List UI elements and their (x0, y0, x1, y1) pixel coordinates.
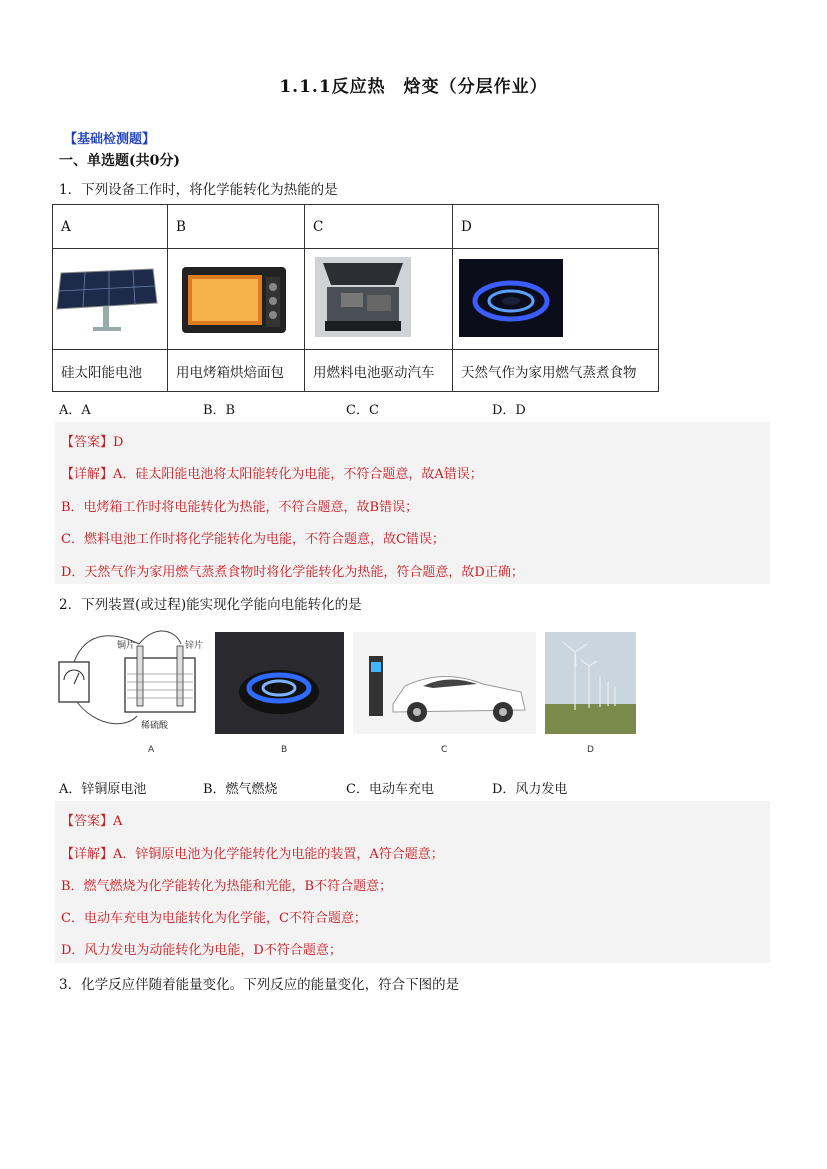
choice-a[interactable]: A．锌铜原电池 (59, 782, 147, 797)
gas-flame-figure (215, 632, 344, 734)
explain-line-1 (61, 843, 444, 862)
explain-line-3: C．燃料电池工作时将化学能转化为电能，不符合题意，故C错误； (61, 532, 445, 547)
choice-d[interactable]: D．风力发电 (492, 782, 568, 797)
page-title: 1.1.1反应热 焓变（分层作业） (279, 77, 548, 97)
acid-label: 稀硫酸 (141, 721, 169, 731)
caption-c: 用燃料电池驱动汽车 (305, 350, 453, 392)
figure-label-d: D (587, 745, 594, 755)
gas-stove-image-cell (453, 249, 659, 350)
car-engine-image (305, 249, 444, 345)
explain-line-1 (61, 463, 483, 482)
explain-label: 【详解】 (61, 467, 114, 482)
answer-line (61, 431, 123, 450)
table-header-d: D (453, 205, 659, 249)
choice-a[interactable]: A．A (59, 403, 91, 418)
answer-line (61, 810, 122, 829)
question-1-answer-box (55, 422, 770, 584)
solar-panel-image (53, 249, 165, 345)
answer-label: 【答案】 (61, 435, 114, 450)
table-header-b: B (168, 205, 305, 249)
choice-b[interactable]: B．燃气燃烧 (203, 782, 278, 797)
car-engine-image-cell (305, 249, 453, 350)
copper-label: 铜片 (117, 641, 136, 651)
choice-b[interactable]: B．B (203, 403, 236, 418)
explain-line-2: B．燃气燃烧为化学能转化为热能和光能，B不符合题意； (61, 879, 393, 894)
figure-label-b: B (281, 745, 288, 755)
explain-line-3: C．电动车充电为电能转化为化学能，C不符合题意； (61, 911, 367, 926)
explain-text: A．硅太阳能电池将太阳能转化为电能，不符合题意，故A错误； (113, 467, 483, 482)
table-header-a: A (53, 205, 168, 249)
section-tag: 【基础检测题】 (64, 132, 156, 147)
gas-stove-image (453, 249, 650, 345)
oven-image (168, 249, 296, 345)
question-1-table (52, 204, 659, 392)
explain-line-4: D．风力发电为动能转化为电能，D不符合题意； (61, 943, 342, 958)
question-1-stem: 1．下列设备工作时，将化学能转化为热能的是 (59, 182, 338, 198)
question-2-stem: 2．下列装置(或过程)能实现化学能向电能转化的是 (59, 597, 362, 613)
zinc-label: 锌片 (185, 641, 204, 651)
caption-b: 用电烤箱烘焙面包 (168, 350, 305, 392)
solar-panel-image-cell (53, 249, 168, 350)
wind-turbine-figure (545, 632, 636, 734)
caption-a: 硅太阳能电池 (53, 350, 168, 392)
question-3-stem: 3．化学反应伴随着能量变化。下列反应的能量变化，符合下图的是 (59, 977, 460, 993)
section-heading: 一、单选题(共0分) (59, 153, 180, 169)
choice-c[interactable]: C．电动车充电 (346, 782, 434, 797)
choice-c[interactable]: C．C (346, 403, 379, 418)
galvanic-cell-figure (57, 628, 207, 738)
answer-label: 【答案】 (61, 814, 114, 829)
answer-value: D (113, 435, 124, 450)
oven-image-cell (168, 249, 305, 350)
choice-d[interactable]: D．D (492, 403, 526, 418)
ev-charging-figure (353, 632, 536, 734)
table-header-c: C (305, 205, 453, 249)
explain-line-2: B．电烤箱工作时将电能转化为热能，不符合题意，故B错误； (61, 500, 419, 515)
explain-text: A．锌铜原电池为化学能转化为电能的装置，A符合题意； (113, 847, 444, 862)
answer-value: A (113, 814, 123, 829)
explain-line-4: D．天然气作为家用燃气蒸煮食物时将化学能转化为热能，符合题意，故D正确； (61, 565, 524, 580)
figure-label-a: A (148, 745, 155, 755)
caption-d: 天然气作为家用燃气蒸煮食物 (453, 350, 659, 392)
figure-label-c: C (441, 745, 448, 755)
explain-label: 【详解】 (61, 847, 114, 862)
question-2-answer-box (55, 801, 770, 963)
